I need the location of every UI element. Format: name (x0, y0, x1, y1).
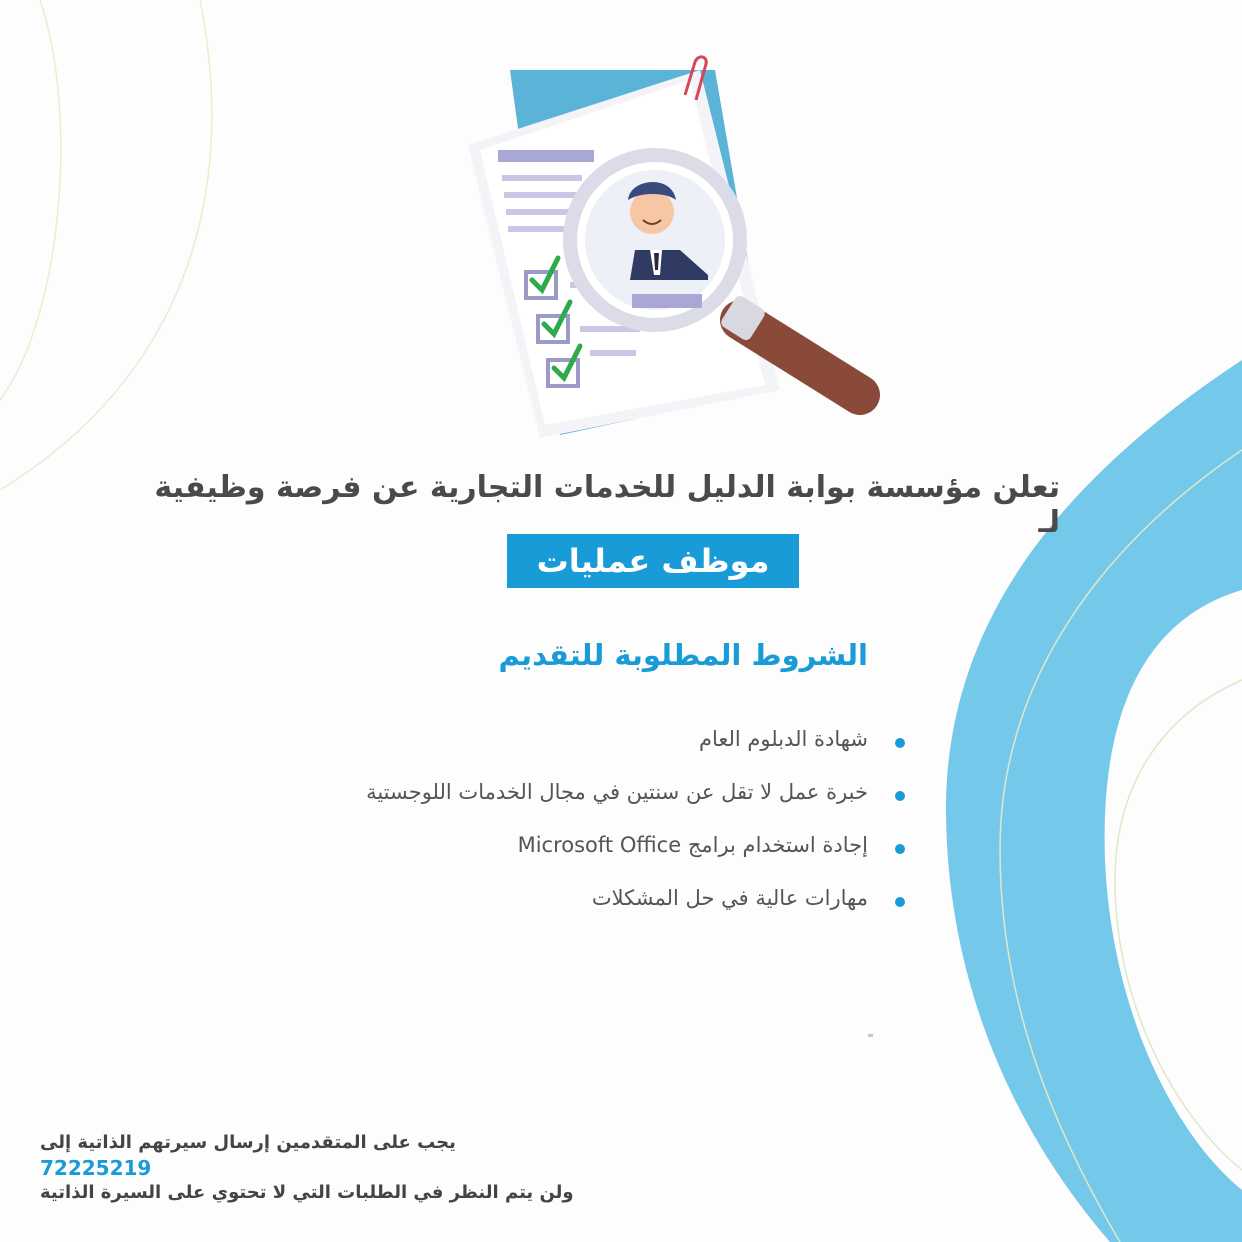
requirement-text: خبرة عمل لا تقل عن سنتين في مجال الخدمات اللوجستية (366, 780, 868, 804)
bullet-icon (895, 738, 905, 748)
left-thin-arc (0, 0, 61, 400)
small-mark (868, 1034, 873, 1037)
bullet-icon (895, 897, 905, 907)
requirement-text: مهارات عالية في حل المشكلات (591, 886, 868, 910)
job-title-badge (507, 534, 799, 588)
contact-phone[interactable]: 72225219 (40, 1156, 152, 1180)
application-footer (40, 1130, 640, 1206)
requirement-item (300, 722, 905, 775)
bullet-icon (895, 791, 905, 801)
footer-note: ولن يتم النظر في الطلبات التي لا تحتوي على السيرة الذاتية (40, 1182, 574, 1203)
requirement-text: شهادة الدبلوم العام (698, 727, 868, 751)
footer-instruction: يجب على المتقدمين إرسال سيرتهم الذاتية إلى (40, 1132, 456, 1153)
requirement-item (300, 881, 905, 934)
requirement-item (300, 828, 905, 881)
announcement-headline: تعلن مؤسسة بوابة الدليل للخدمات التجارية عن فرصة وظيفية لـ (154, 470, 1060, 540)
bullet-icon (895, 844, 905, 854)
requirements-title: الشروط المطلوبة للتقديم (498, 638, 868, 672)
requirement-item (300, 775, 905, 828)
requirements-list (300, 722, 905, 934)
left-thin-arc-2 (0, 0, 212, 490)
job-title-text: موظف عمليات (536, 542, 770, 580)
requirement-text: إجادة استخدام برامج Microsoft Office (517, 833, 868, 857)
resume-magnifier-illustration (440, 50, 900, 450)
